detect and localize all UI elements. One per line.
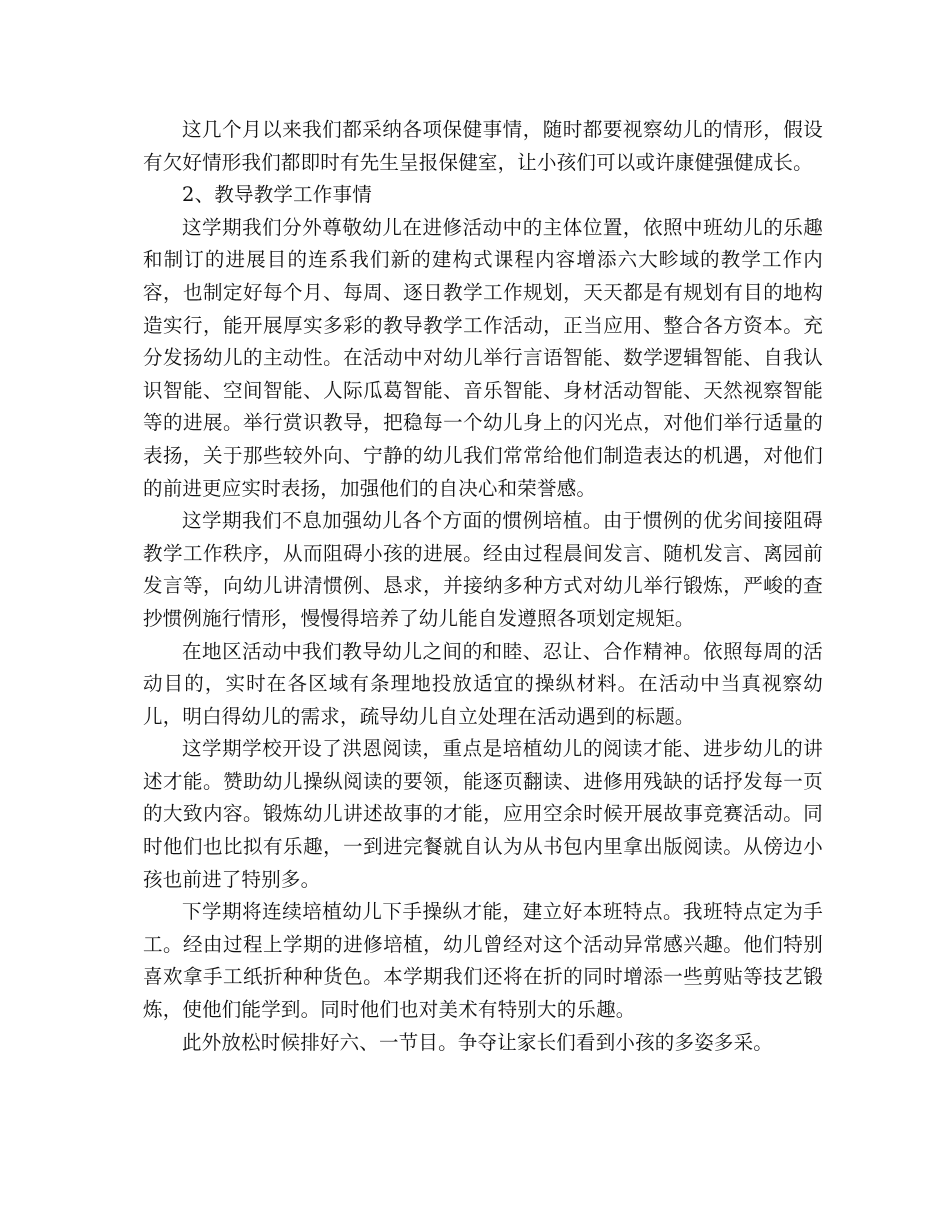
- paragraph-curriculum: 这学期我们分外尊敬幼儿在进修活动中的主体位置，依照中班幼儿的乐趣和制订的进展目的连系我们新的建构式课程内容增添六大畛域的教学工作内容，也制定好每个月、每周、逐日教学工作规划，天天都是有规划有目的地构造实行，能开展厚实多彩的教导教学工作活动，正当应用、整合各方资本。充分发扬幼儿的主动性。在活动中对幼儿举行言语智能、数学逻辑智能、自我认识智能、空间智能、人际瓜葛智能、音乐智能、身材活动智能、天然视察智能等的进展。举行赏识教导，把稳每一个幼儿身上的闪光点，对他们举行适量的表扬，关于那些较外向、宁静的幼儿我们常常给他们制造表达的机遇，对他们的前进更应实时表扬，加强他们的自决心和荣誉感。: [143, 215, 823, 500]
- paragraph-june-first-program: 此外放松时候排好六、一节目。争夺让家长们看到小孩的多姿多采。: [182, 1030, 774, 1054]
- section-heading-teaching-work: 2、教导教学工作事情: [182, 183, 372, 207]
- document-body: [143, 114, 823, 1059]
- paragraph-reading-program: 这学期学校开设了洪恩阅读，重点是培植幼儿的阅读才能、进步幼儿的讲述才能。赞助幼儿操纵阅读的要领，能逐页翻读、进修用残缺的话抒发每一页的大致内容。锻炼幼儿讲述故事的才能，应用空余时候开展故事竞赛活动。同时他们也比拟有乐趣，一到进完餐就自认为从书包内里拿出版阅读。从傍边小孩也前进了特别多。: [143, 737, 823, 891]
- paragraph-area-activities: 在地区活动中我们教导幼儿之间的和睦、忍让、合作精神。依照每周的活动目的，实时在各区域有条理地投放适宜的操纵材料。在活动中当真视察幼儿，明白得幼儿的需求，疏导幼儿自立处理在活动遇到的标题。: [143, 639, 823, 728]
- paragraph-health-observation: 这几个月以来我们都采纳各项保健事情，随时都要视察幼儿的情形，假设有欠好情形我们都即时有先生呈报保健室，让小孩们可以或许康健强健成长。: [143, 118, 823, 174]
- paragraph-routine-training: 这学期我们不息加强幼儿各个方面的惯例培植。由于惯例的优劣间接阻碍教学工作秩序，从而阻碍小孩的进展。经由过程晨间发言、随机发言、离园前发言等，向幼儿讲清惯例、恳求，并接纳多种方式对幼儿举行锻炼，严峻的查抄惯例施行情形，慢慢得培养了幼儿能自发遵照各项划定规矩。: [143, 509, 823, 630]
- paragraph-handcraft-plan: 下学期将连续培植幼儿下手操纵才能，建立好本班特点。我班特点定为手工。经由过程上学期的进修培植，幼儿曾经对这个活动异常感兴趣。他们特别喜欢拿手工纸折种种货色。本学期我们还将在折的同时增添一些剪贴等技艺锻炼，使他们能学到。同时他们也对美术有特别大的乐趣。: [143, 900, 823, 1022]
